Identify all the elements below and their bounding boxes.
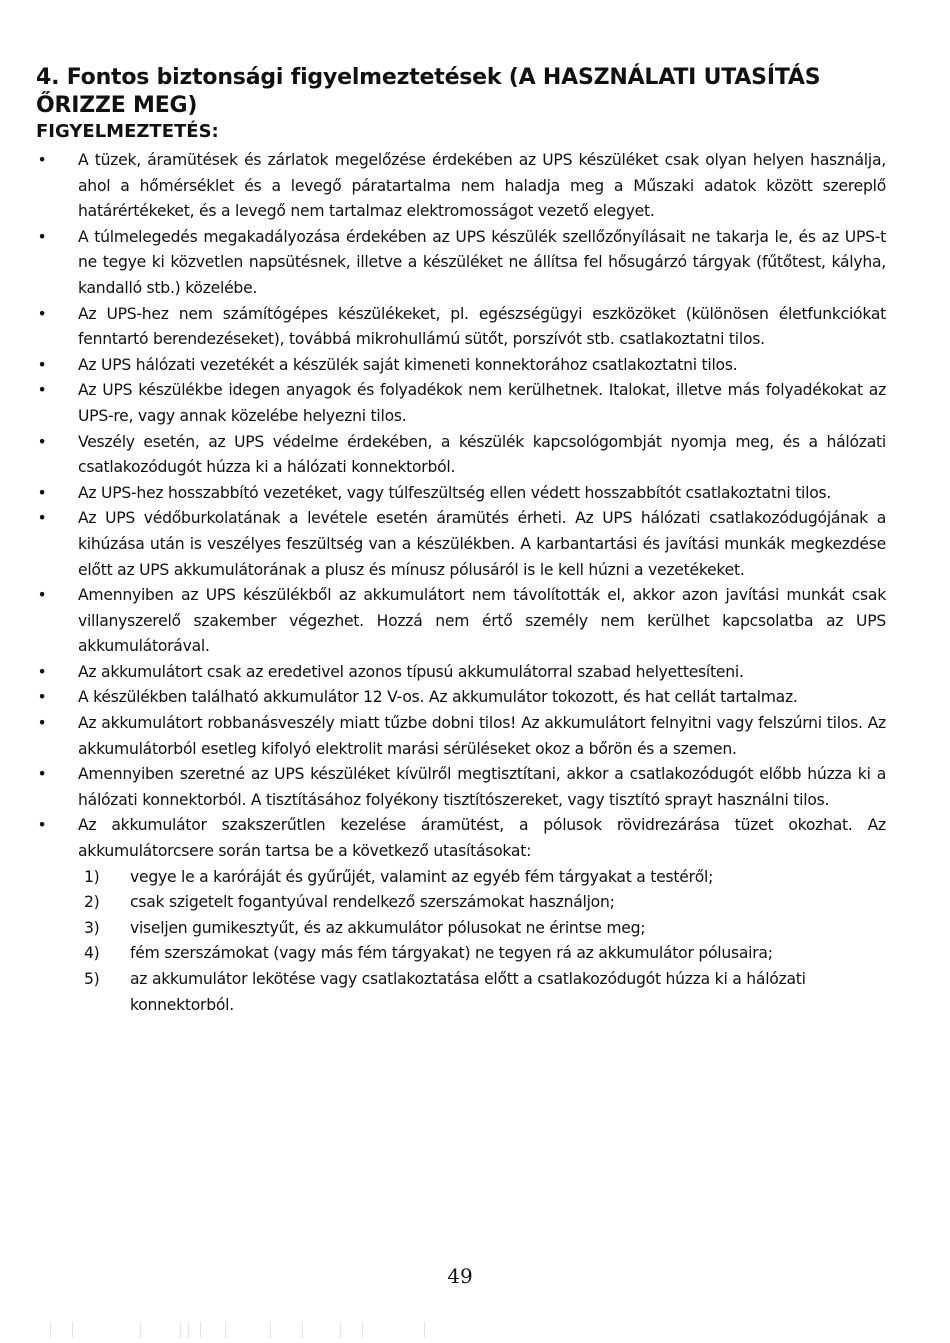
battery-steps-list [78,865,886,1019]
step-item [78,865,886,891]
step-item [78,941,886,967]
list-item-text: Az akkumulátor szakszerűtlen kezelése áramütést, a pólusok rövidrezárása tüzet okozhat. Az akkumulátorcsere során tartsa be a következő utasításokat: [78,816,886,861]
list-item-text: Az akkumulátort robbanásveszély miatt tűzbe dobni tilos! Az akkumulátort felnyitni vagy felszúrni tilos. Az akkumulátorból esetleg kifolyó elektrolit marási sérüléseket okoz a bőrön és a szemen. [78,714,886,758]
list-item-text: Az UPS-hez hosszabbító vezetéket, vagy túlfeszültség ellen védett hosszabbítót csatlakoztatni tilos. [78,483,832,502]
list-item [36,813,886,1018]
step-text: az akkumulátor lekötése vagy csatlakoztatása előtt a csatlakozódugót húzza ki a hálózati konnektorból. [130,970,806,1014]
scan-artifact-marks [40,1322,440,1338]
warning-list [36,148,886,1018]
list-item-text: A tüzek, áramütések és zárlatok megelőzése érdekében az UPS készüléket csak olyan helyen használja, ahol a hőmérséklet és a levegő páratartalma nem haladja meg a Műszaki adatok között szereplő határértékeket, és a levegő nem tartalmaz elektromosságot vezető elegyet. [78,151,886,221]
step-number: 4) [84,944,100,963]
section-heading: 4. Fontos biztonsági figyelmeztetések (A HASZNÁLATI UTASÍTÁS ŐRIZZE MEG) [36,65,821,118]
list-item-text: Az UPS készülékbe idegen anyagok és folyadékok nem kerülhetnek. Italokat, illetve más folyadékokat az UPS-re, vagy annak közelébe helyezni tilos. [78,381,886,425]
list-item-text: Amennyiben szeretné az UPS készüléket kívülről megtisztítani, akkor a csatlakozódugót előbb húzza ki a hálózati konnektorból. A tisztításához folyékony tisztítószereket, vagy tisztító sprayt használni tilos. [78,765,886,809]
list-item [36,660,886,686]
step-text: fém szerszámokat (vagy más fém tárgyakat) ne tegyen rá az akkumulátor pólusaira; [130,944,773,963]
bullet-icon: • [37,432,47,451]
list-item [36,430,886,481]
list-item [36,762,886,813]
step-item [78,890,886,916]
list-item-text: Veszély esetén, az UPS védelme érdekében, a készülék kapcsológombját nyomja meg, és a hálózati csatlakozódugót húzza ki a hálózati konnektorból. [78,432,886,477]
bullet-icon: • [37,765,47,784]
step-text: csak szigetelt fogantyúval rendelkező szerszámokat használjon; [130,893,615,912]
list-item [36,711,886,762]
bullet-icon: • [37,151,47,169]
bullet-icon: • [37,586,47,605]
list-item [36,506,886,583]
warning-subheading: FIGYELMEZTETÉS: [36,121,219,142]
list-item [36,583,886,660]
list-item [36,378,886,429]
page-number: 49 [447,1264,473,1288]
list-item [36,302,886,353]
step-number: 3) [84,918,100,937]
bullet-icon: • [37,714,47,733]
step-text: vegye le a karóráját és gyűrűjét, valamint az egyéb fém tárgyakat a testéről; [130,867,714,886]
list-item-text: Amennyiben az UPS készülékből az akkumulátort nem távolították el, akkor azon javítási munkát csak villanyszerelő szakember végezhet. Hozzá nem értő személy nem kerülhet kapcsolatba az UPS akkumulátorával. [78,586,886,656]
bullet-icon: • [37,483,47,502]
list-item [36,225,886,302]
list-item-text: A túlmelegedés megakadályozása érdekében az UPS készülék szellőzőnyílásait ne takarja le, és az UPS-t ne tegye ki közvetlen napsütésnek, illetve a készüléket ne állítsa fel hősugárzó tárgyak (fűtőtest, kályha, kandalló stb.) közelébe. [78,227,886,297]
bullet-icon: • [37,662,47,681]
bullet-icon: • [37,381,47,400]
bullet-icon: • [37,227,47,246]
list-item-text: Az UPS-hez nem számítógépes készülékeket, pl. egészségügyi eszközöket (különösen életfunkciókat fenntartó berendezéseket), továbbá mikrohullámú sütőt, porszívót stb. csatlakoztatni tilos. [78,304,886,349]
list-item [36,148,886,225]
list-item-text: Az UPS hálózati vezetékét a készülék saját kimeneti konnektorához csatlakoztatni tilos. [78,355,738,374]
bullet-icon: • [37,688,47,707]
bullet-icon: • [37,816,47,835]
step-number: 5) [84,970,100,988]
bullet-icon: • [37,304,47,323]
list-item [36,685,886,711]
bullet-icon: • [37,509,47,528]
list-item-text: Az akkumulátort csak az eredetivel azonos típusú akkumulátorral szabad helyettesíteni. [78,662,744,681]
bullet-icon: • [37,355,47,374]
list-item [36,353,886,379]
list-item [36,481,886,507]
list-item-text: Az UPS védőburkolatának a levétele esetén áramütés érheti. Az UPS hálózati csatlakozódugójának a kihúzása után is veszélyes feszültség van a készülékben. A karbantartási és javítási munkák megkezdése előtt az UPS akkumulátorának a plusz és mínusz pólusáról is le kell húzni a vezetékeket. [78,509,886,579]
step-item [78,916,886,942]
step-number: 2) [84,893,100,912]
step-text: viseljen gumikesztyűt, és az akkumulátor pólusokat ne érintse meg; [130,918,646,937]
list-item-text: A készülékben található akkumulátor 12 V-os. Az akkumulátor tokozott, és hat cellát tartalmaz. [78,688,798,707]
step-item [78,967,886,1018]
step-number: 1) [84,867,100,886]
